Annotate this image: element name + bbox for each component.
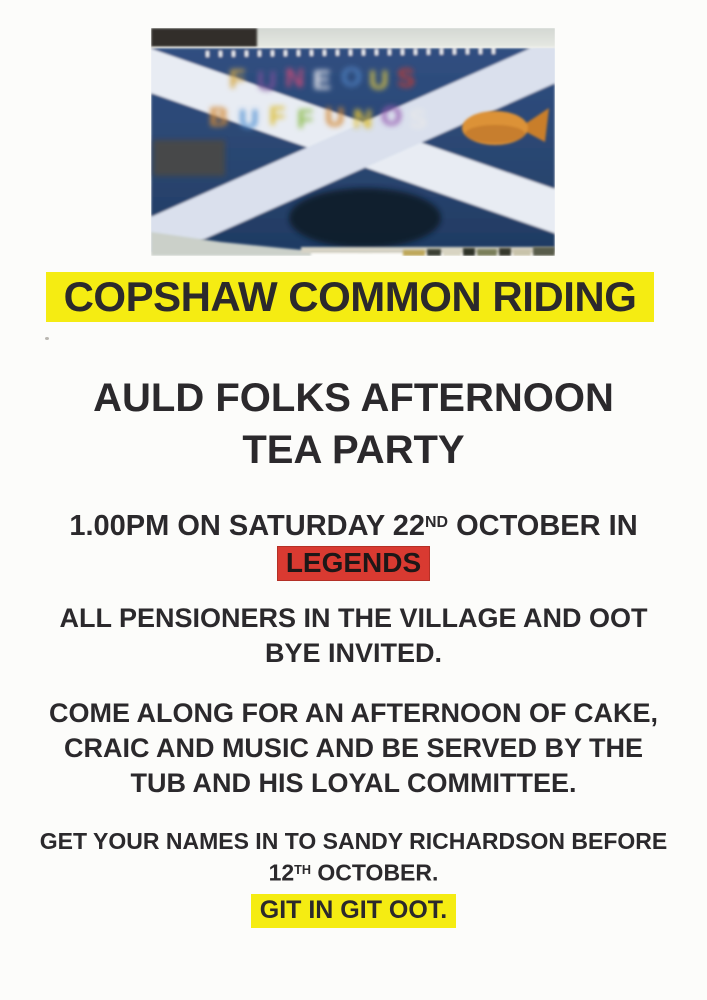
magnet-letter: F: [297, 104, 314, 134]
scan-speck: [45, 337, 49, 340]
magnet-letter: B: [209, 102, 229, 132]
event-heading: [0, 372, 707, 476]
date-ordinal-superscript: ND: [425, 514, 449, 531]
date-venue-block: [0, 504, 707, 582]
saltire-flag-photo: [151, 28, 555, 256]
magnet-letter: F: [269, 101, 286, 131]
come-along-paragraph: [0, 696, 707, 801]
venue-highlight: LEGENDS: [277, 546, 430, 581]
saltire-flag-illustration: [151, 28, 555, 256]
magnet-letter: F: [229, 64, 246, 94]
footer-slogan-line: [0, 894, 707, 928]
magnet-letter: E: [313, 65, 332, 95]
magnet-letter: N: [353, 104, 373, 134]
event-heading-line1: AULD FOLKS AFTERNOON: [93, 376, 614, 420]
rsvp-line2: 12TH OCTOBER.: [268, 859, 439, 886]
magnet-letter: U: [239, 104, 259, 134]
invitation-line1: ALL PENSIONERS IN THE VILLAGE AND OOT: [59, 603, 648, 633]
come-along-line2: CRAIC AND MUSIC AND BE SERVED BY THE: [63, 733, 644, 763]
magnet-letter: U: [325, 102, 345, 132]
main-title-highlight: [46, 272, 654, 322]
come-along-line1: COME ALONG FOR AN AFTERNOON OF CAKE,: [49, 698, 658, 728]
footer-slogan-highlight: GIT IN GIT OOT.: [251, 894, 457, 928]
magnet-letter: O: [381, 101, 403, 131]
magnet-letter: U: [257, 66, 277, 96]
rsvp-ordinal-superscript: TH: [294, 863, 312, 877]
photo-dark-object-bottom: [289, 188, 441, 248]
rsvp-line1: GET YOUR NAMES IN TO SANDY RICHARDSON BEFORE: [39, 828, 668, 854]
rsvp-paragraph: [0, 827, 707, 887]
invitation-paragraph: [0, 601, 707, 671]
come-along-line3: TUB AND HIS LOYAL COMMITTEE.: [130, 768, 577, 798]
magnet-letter: S: [409, 104, 428, 134]
magnet-letters-row1: [229, 62, 415, 96]
event-heading-line2: TEA PARTY: [242, 428, 465, 472]
magnet-letter: S: [397, 63, 416, 93]
invitation-line2: BYE INVITED.: [264, 638, 443, 668]
magnet-letter: U: [369, 65, 389, 95]
photo-dark-object-left: [153, 140, 225, 176]
venue-line: [0, 545, 707, 582]
date-line: 1.00PM ON SATURDAY 22ND OCTOBER IN: [69, 509, 638, 542]
magnet-letter: N: [285, 63, 305, 93]
photo-dark-bar: [151, 28, 257, 47]
magnet-letter: O: [341, 62, 363, 92]
main-title: COPSHAW COMMON RIDING: [63, 273, 637, 320]
